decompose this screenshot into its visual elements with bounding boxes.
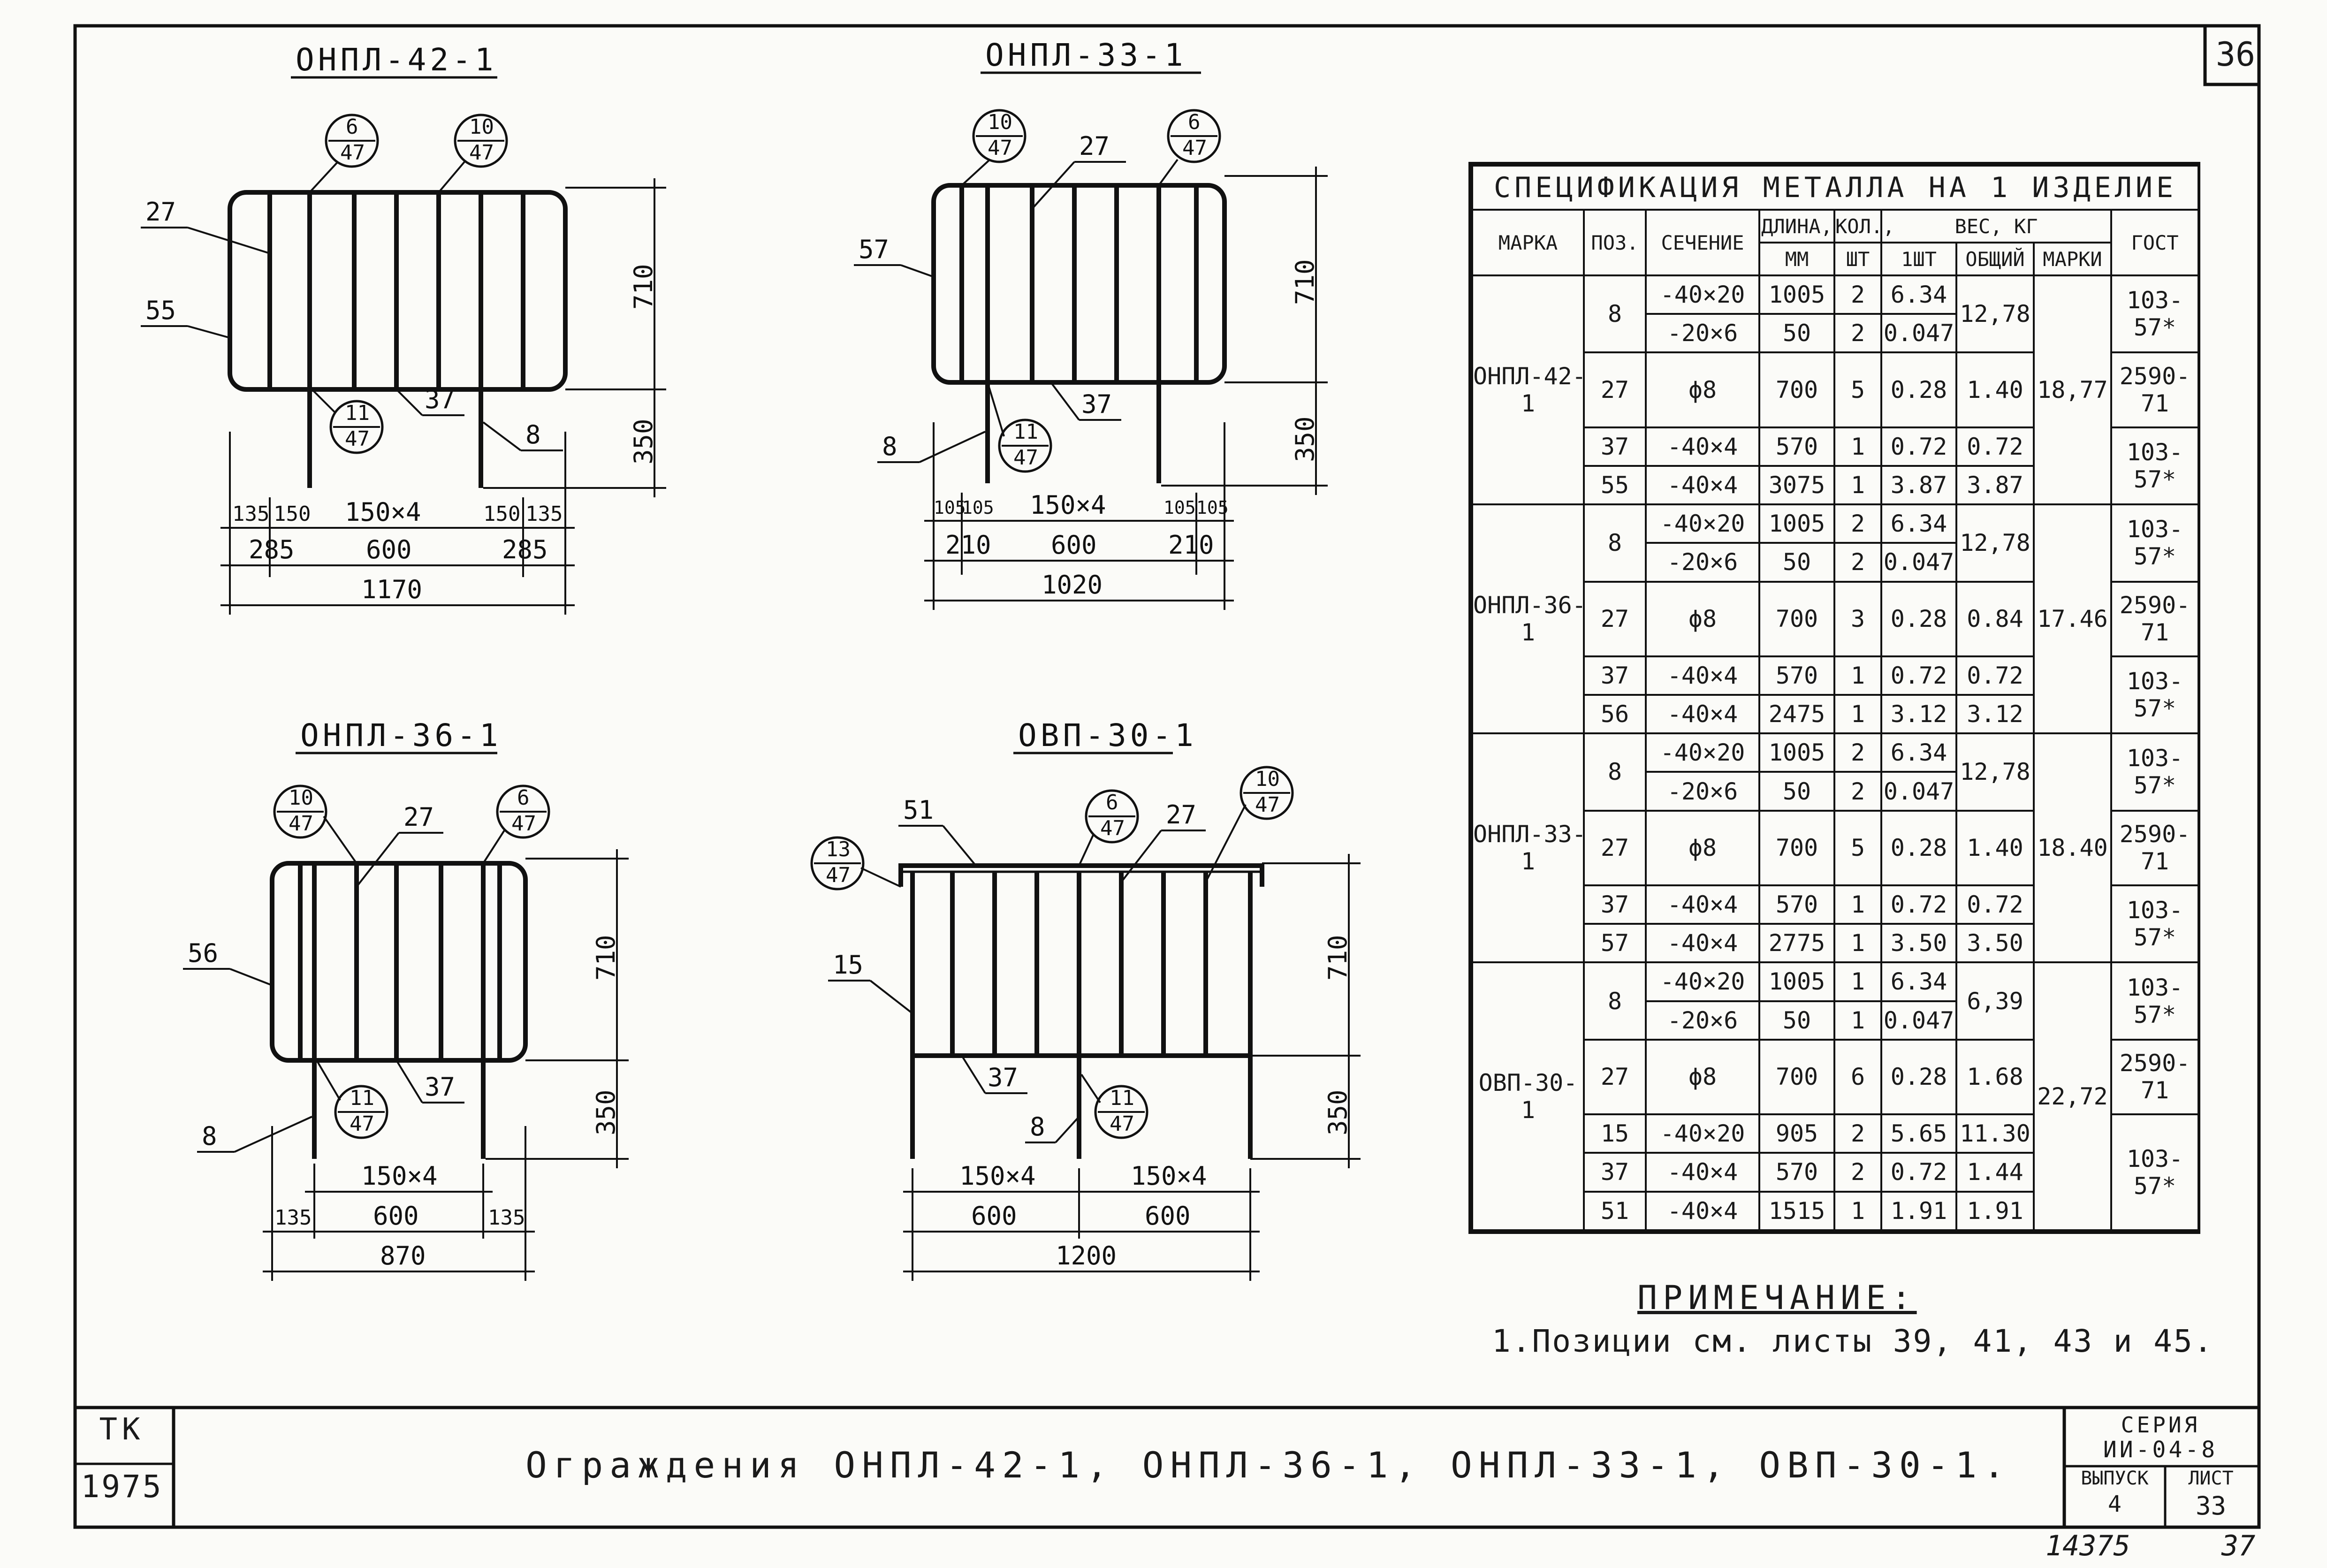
svg-text:10: 10 xyxy=(988,110,1012,134)
dim-height-350: 350 xyxy=(629,419,658,464)
issue-value: 4 xyxy=(2108,1491,2122,1517)
svg-text:47: 47 xyxy=(1255,793,1280,817)
svg-text:37: 37 xyxy=(1081,389,1112,419)
specification-table xyxy=(1468,162,2200,1234)
svg-text:600: 600 xyxy=(971,1201,1017,1231)
header-weight: ВЕС, КГ xyxy=(1881,210,2111,243)
drawing-title: ОНПЛ-42-1 xyxy=(296,42,497,78)
drawing-onpl-42-1 xyxy=(141,42,666,615)
title-block-year: 1975 xyxy=(81,1469,163,1505)
svg-text:47: 47 xyxy=(345,427,370,451)
svg-text:135: 135 xyxy=(274,1206,312,1230)
svg-text:105: 105 xyxy=(934,497,966,518)
footer-page-number: 37 xyxy=(2221,1530,2256,1562)
title-block-tk: ТК xyxy=(99,1412,145,1447)
table-row: 37 -40×4 570 1 0.72 0.72 103-57* xyxy=(1472,427,2198,466)
header-length: ДЛИНА, xyxy=(1759,210,1834,243)
header-qty-unit: ШТ xyxy=(1834,243,1881,275)
svg-text:11: 11 xyxy=(1013,420,1038,444)
svg-text:47: 47 xyxy=(1110,1112,1134,1136)
svg-text:105: 105 xyxy=(1164,497,1196,518)
drawing-ovp-30-1 xyxy=(812,717,1361,1281)
svg-text:37: 37 xyxy=(425,1072,456,1102)
svg-text:600: 600 xyxy=(1051,530,1097,560)
sheet-title: Ограждения ОНПЛ-42-1, ОНПЛ-36-1, ОНПЛ-33-1, ОВП-30-1. xyxy=(525,1444,2012,1486)
table-row: -20×6 50 2 0.047 xyxy=(1472,772,2198,810)
svg-text:135: 135 xyxy=(232,502,270,526)
svg-text:150: 150 xyxy=(483,502,521,526)
dim-height-710: 710 xyxy=(629,264,658,310)
note-text: 1.Позиции см. листы 39, 41, 43 и 45. xyxy=(1492,1323,2214,1359)
svg-text:1200: 1200 xyxy=(1056,1241,1117,1271)
header-mark: МАРКА xyxy=(1472,210,1584,275)
svg-text:8: 8 xyxy=(882,432,897,461)
svg-text:37: 37 xyxy=(988,1063,1019,1092)
svg-text:6: 6 xyxy=(1188,110,1201,134)
svg-text:27: 27 xyxy=(1166,800,1197,830)
svg-text:57: 57 xyxy=(859,235,890,264)
svg-text:8: 8 xyxy=(202,1121,217,1151)
svg-text:47: 47 xyxy=(988,136,1012,160)
table-row: 51 -40×4 1515 1 1.91 1.91 xyxy=(1472,1192,2198,1231)
series-label: СЕРИЯ xyxy=(2121,1412,2200,1438)
railing-bars xyxy=(962,185,1196,483)
note-title: ПРИМЕЧАНИЕ: xyxy=(1637,1279,1917,1317)
svg-text:27: 27 xyxy=(403,802,434,832)
table-row: 37 -40×4 570 2 0.72 1.44 xyxy=(1472,1153,2198,1191)
header-weight-1: 1ШТ xyxy=(1881,243,1956,275)
svg-text:6: 6 xyxy=(517,786,530,810)
svg-text:135: 135 xyxy=(525,502,563,526)
svg-text:37: 37 xyxy=(425,385,456,414)
header-weight-mark: МАРКИ xyxy=(2034,243,2111,275)
svg-text:285: 285 xyxy=(249,535,295,564)
table-row: 27 ϕ8 700 6 0.28 1.68 2590-71 xyxy=(1472,1040,2198,1114)
svg-text:8: 8 xyxy=(525,420,541,449)
table-row: 57 -40×4 2775 1 3.50 3.50 xyxy=(1472,924,2198,962)
svg-text:210: 210 xyxy=(1168,530,1214,560)
svg-text:10: 10 xyxy=(1255,767,1280,791)
header-pos: ПОЗ. xyxy=(1584,210,1646,275)
svg-text:150×4: 150×4 xyxy=(361,1161,438,1191)
svg-text:150×4: 150×4 xyxy=(1131,1161,1207,1191)
svg-text:47: 47 xyxy=(1182,136,1207,160)
svg-text:27: 27 xyxy=(145,197,176,227)
svg-text:1170: 1170 xyxy=(361,575,423,604)
svg-text:710: 710 xyxy=(1290,259,1320,305)
footer-archive-number: 14375 xyxy=(2046,1530,2130,1562)
svg-text:135: 135 xyxy=(488,1206,525,1230)
svg-text:710: 710 xyxy=(1323,935,1353,981)
svg-text:600: 600 xyxy=(366,535,412,564)
table-row: 55 -40×4 3075 1 3.87 3.87 xyxy=(1472,466,2198,504)
drawing-onpl-36-1 xyxy=(183,717,629,1281)
table-row: 27 ϕ8 700 3 0.28 0.84 2590-71 xyxy=(1472,582,2198,656)
page-number: 36 xyxy=(2215,35,2256,74)
table-row: -20×6 50 2 0.047 xyxy=(1472,543,2198,581)
svg-text:47: 47 xyxy=(289,812,313,836)
spec-caption: СПЕЦИФИКАЦИЯ МЕТАЛЛА НА 1 ИЗДЕЛИЕ xyxy=(1472,166,2198,210)
table-row: 27 ϕ8 700 5 0.28 1.40 2590-71 xyxy=(1472,811,2198,885)
svg-text:11: 11 xyxy=(345,401,370,425)
svg-text:15: 15 xyxy=(833,950,864,980)
svg-text:1020: 1020 xyxy=(1042,570,1103,600)
svg-text:10: 10 xyxy=(469,115,494,139)
table-row: ОВП-30-1 8 -40×20 1005 1 6.34 6,39 22,72 103-57* xyxy=(1472,962,2198,1001)
svg-text:47: 47 xyxy=(469,141,494,165)
svg-text:710: 710 xyxy=(591,935,621,981)
svg-text:8: 8 xyxy=(1030,1112,1045,1142)
svg-text:870: 870 xyxy=(380,1241,426,1271)
table-row: 37 -40×4 570 1 0.72 0.72 103-57* xyxy=(1472,885,2198,924)
svg-text:6: 6 xyxy=(346,115,358,139)
svg-text:600: 600 xyxy=(1145,1201,1191,1231)
svg-text:350: 350 xyxy=(591,1089,621,1135)
table-row: 56 -40×4 2475 1 3.12 3.12 xyxy=(1472,695,2198,733)
table-row: ОНПЛ-36-1 8 -40×20 1005 2 6.34 12,78 17.46 103-57* xyxy=(1472,504,2198,543)
svg-text:150: 150 xyxy=(274,502,311,526)
svg-text:13: 13 xyxy=(826,837,851,861)
header-gost: ГОСТ xyxy=(2111,210,2198,275)
svg-text:47: 47 xyxy=(1100,816,1125,840)
table-row: 27 ϕ8 700 5 0.28 1.40 2590-71 xyxy=(1472,352,2198,427)
svg-text:6: 6 xyxy=(1106,791,1118,814)
header-length-unit: ММ xyxy=(1759,243,1834,275)
header-weight-total: ОБЩИЙ xyxy=(1956,243,2034,275)
table-row: -20×6 50 1 0.047 xyxy=(1472,1001,2198,1040)
svg-text:150×4: 150×4 xyxy=(959,1161,1036,1191)
table-row: 15 -40×20 905 2 5.65 11.30 103-57* xyxy=(1472,1114,2198,1153)
series-code: ИИ-04-8 xyxy=(2103,1437,2218,1463)
sheet-value: 33 xyxy=(2195,1491,2227,1521)
svg-text:51: 51 xyxy=(903,795,934,825)
svg-text:11: 11 xyxy=(350,1086,374,1110)
svg-text:47: 47 xyxy=(511,812,536,836)
svg-text:285: 285 xyxy=(502,535,548,564)
drawing-title: ОНПЛ-33-1 xyxy=(985,37,1187,73)
header-qty: КОЛ., xyxy=(1834,210,1881,243)
drawing-onpl-33-1 xyxy=(854,37,1328,610)
svg-text:105: 105 xyxy=(1196,497,1229,518)
svg-text:105: 105 xyxy=(962,497,994,518)
table-row: -20×6 50 2 0.047 xyxy=(1472,314,2198,352)
svg-text:56: 56 xyxy=(188,938,219,968)
svg-text:27: 27 xyxy=(1079,131,1110,161)
svg-text:350: 350 xyxy=(1290,416,1320,462)
svg-text:150×4: 150×4 xyxy=(1030,490,1106,520)
drawing-title: ОНПЛ-36-1 xyxy=(300,717,502,754)
railing-bars xyxy=(300,863,500,1159)
svg-text:210: 210 xyxy=(945,530,991,560)
svg-text:11: 11 xyxy=(1110,1086,1134,1110)
issue-label: ВЫПУСК xyxy=(2081,1468,2149,1489)
table-row: 37 -40×4 570 1 0.72 0.72 103-57* xyxy=(1472,656,2198,695)
svg-text:600: 600 xyxy=(373,1201,419,1231)
table-row: ОНПЛ-33-1 8 -40×20 1005 2 6.34 12,78 18.40 103-57* xyxy=(1472,733,2198,772)
svg-text:350: 350 xyxy=(1323,1089,1353,1135)
svg-text:47: 47 xyxy=(1013,446,1038,470)
svg-text:47: 47 xyxy=(826,863,851,887)
header-section: СЕЧЕНИЕ xyxy=(1646,210,1759,275)
railing-bars xyxy=(270,192,523,488)
svg-text:150×4: 150×4 xyxy=(345,497,421,527)
svg-text:47: 47 xyxy=(340,141,365,165)
svg-text:10: 10 xyxy=(289,786,313,810)
railing-frame xyxy=(934,185,1224,382)
svg-text:47: 47 xyxy=(350,1112,374,1136)
drawing-title: ОВП-30-1 xyxy=(1018,717,1197,754)
sheet-label: ЛИСТ xyxy=(2188,1468,2234,1489)
svg-text:55: 55 xyxy=(145,296,176,325)
table-row: ОНПЛ-42-1 8 -40×20 1005 2 6.34 12,78 18,77 103-57* xyxy=(1472,275,2198,314)
